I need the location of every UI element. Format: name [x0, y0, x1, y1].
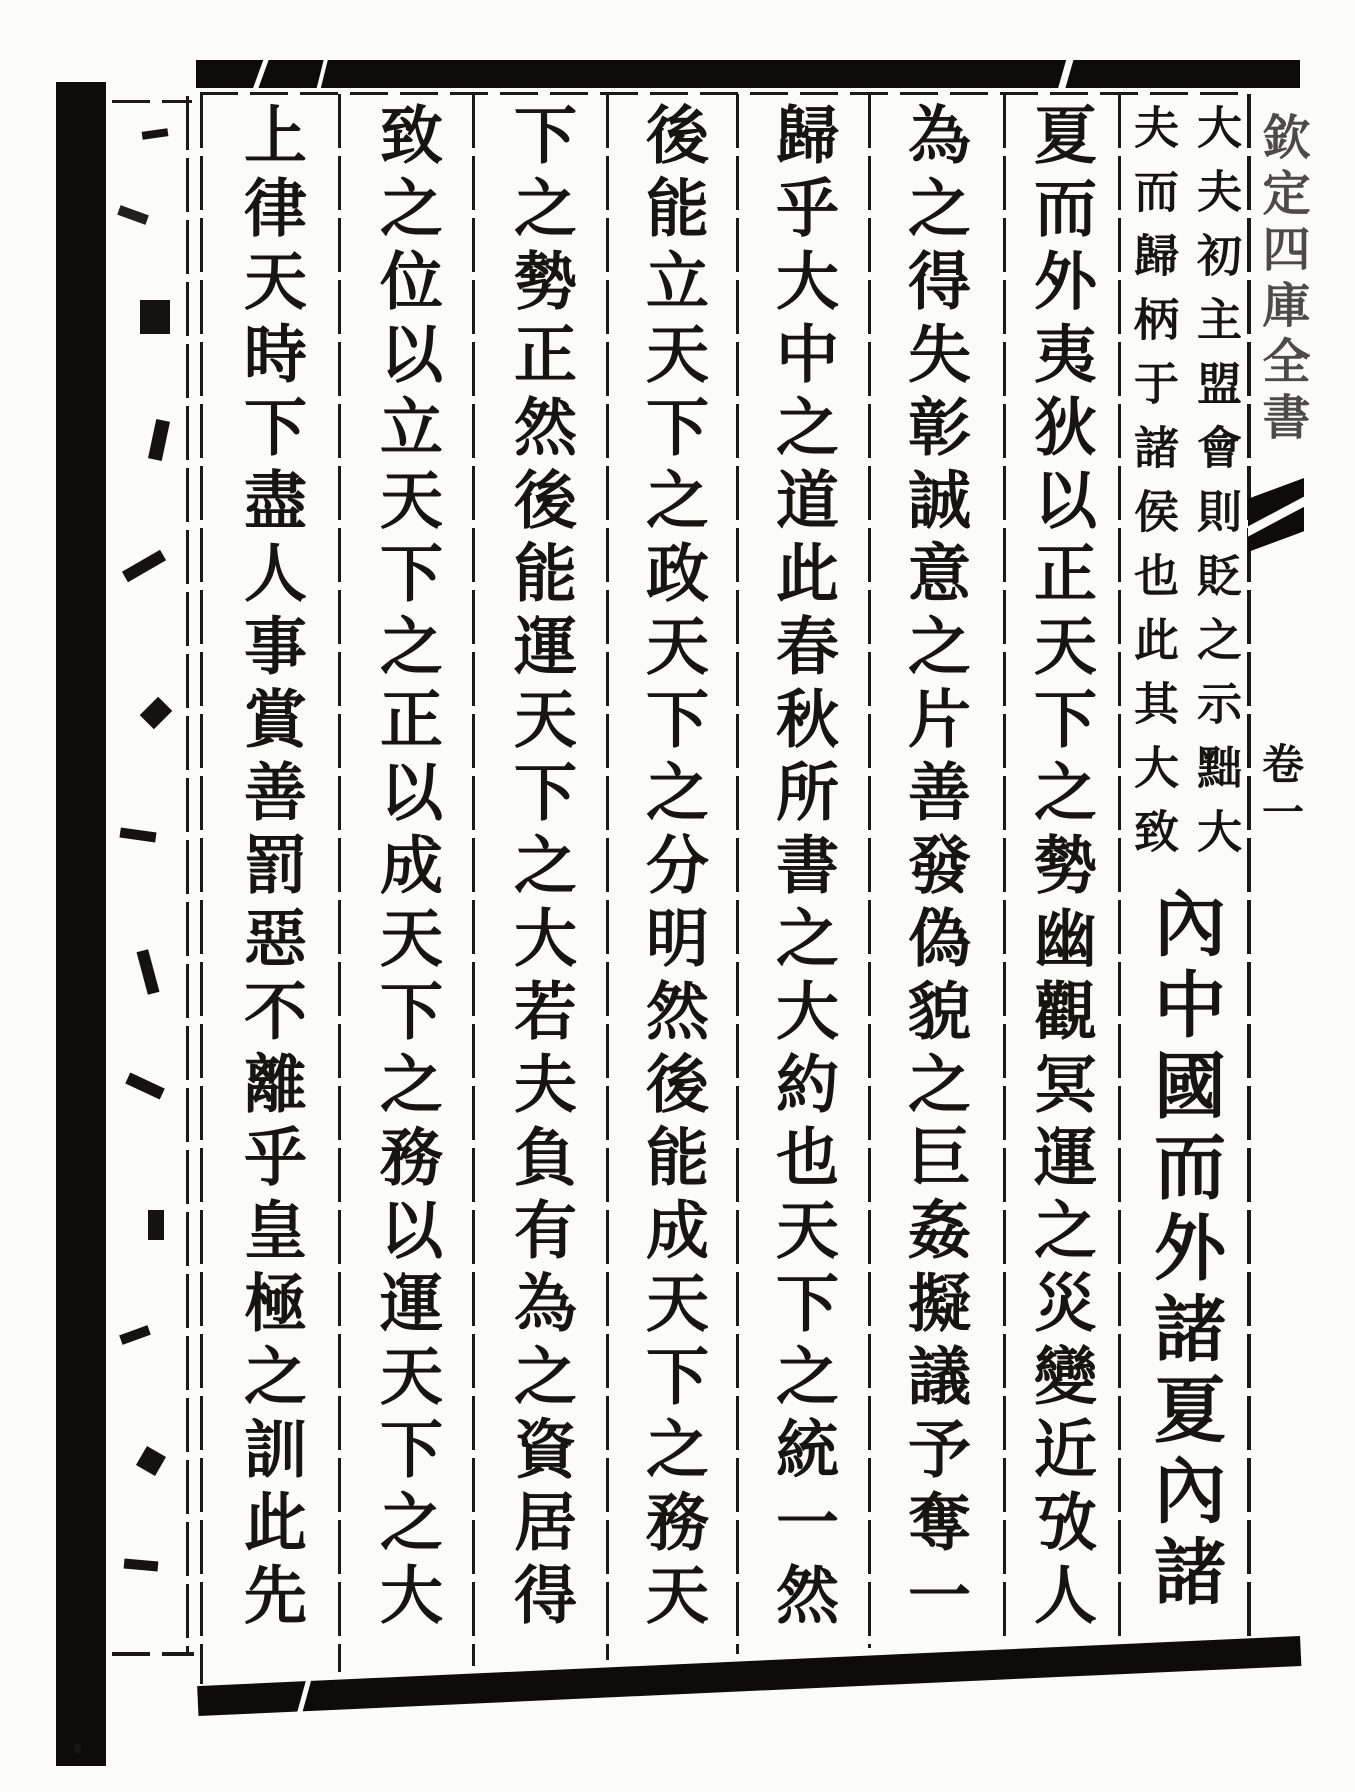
column-rule-7 [338, 94, 341, 1672]
fragment-strip-right-rule [186, 96, 189, 1652]
glyph-fragment [125, 1073, 165, 1100]
glyph-fragment [137, 949, 160, 995]
text-column-6: 下之勢正然後能運天下之大若夫負有為之資居得 [505, 102, 575, 1635]
column-rule-3 [868, 94, 871, 1648]
glyph-fragment [122, 550, 166, 582]
glyph-fragment [136, 1446, 166, 1476]
glyph-fragment [148, 1210, 164, 1240]
commentary-column-right: 大夫初主盟會則貶之示黜大 [1190, 104, 1240, 872]
woodblock-break [316, 57, 329, 93]
column-rule-4 [736, 94, 739, 1654]
page-frame-bottom [197, 1636, 1301, 1716]
volume-marker: 卷一 [1256, 742, 1302, 838]
glyph-fragment [142, 128, 169, 140]
adjacent-page-fragments [112, 96, 192, 1656]
text-column-1: 內中國而外諸夏內諸 [1143, 886, 1223, 1615]
glyph-fragment [119, 828, 156, 843]
commentary-column-left: 夫而歸柄于諸侯也此其大致 [1127, 104, 1177, 872]
text-column-7: 致之位以立天下之正以成天下之務以運天下之大 [371, 102, 441, 1635]
inner-top-rule [200, 92, 1250, 95]
fragment-strip-bottom-rule [112, 1652, 194, 1656]
woodblock-break [297, 1678, 311, 1714]
text-column-4: 歸乎大中之道此春秋所書之大約也天下之統一然 [767, 102, 837, 1635]
woodblock-break [252, 57, 269, 93]
glyph-fragment [117, 205, 149, 225]
frame-left-rule [200, 94, 203, 1684]
glyph-fragment [119, 1325, 151, 1345]
text-column-5: 後能立天下之政天下之分明然後能成天下之務天 [637, 102, 707, 1635]
series-title-column: 欽定四庫全書 [1255, 112, 1308, 448]
glyph-fragment [148, 419, 170, 461]
glyph-fragment [124, 1559, 159, 1572]
column-rule-5 [606, 94, 609, 1660]
adjacent-page-edge-bar [56, 82, 106, 1766]
column-rule-6 [472, 94, 475, 1666]
ink-speck [74, 1744, 81, 1753]
text-column-3: 為之得失彰誠意之片善發偽貌之巨姦擬議予奪一 [899, 102, 969, 1635]
center-fold-mark [1248, 478, 1304, 552]
page-frame-top [196, 60, 1300, 88]
center-fold-mark-slash [1239, 494, 1312, 539]
glyph-fragment [140, 697, 173, 730]
glyph-fragment [140, 300, 170, 334]
text-column-2: 夏而外夷狄以正天下之勢幽觀冥運之災變近攷人 [1025, 102, 1095, 1635]
text-column-8: 上律天時下盡人事賞善罰惡不離乎皇極之訓此先 [235, 102, 305, 1635]
woodblock-break [1057, 57, 1074, 94]
fragment-strip-top-rule [112, 100, 192, 103]
